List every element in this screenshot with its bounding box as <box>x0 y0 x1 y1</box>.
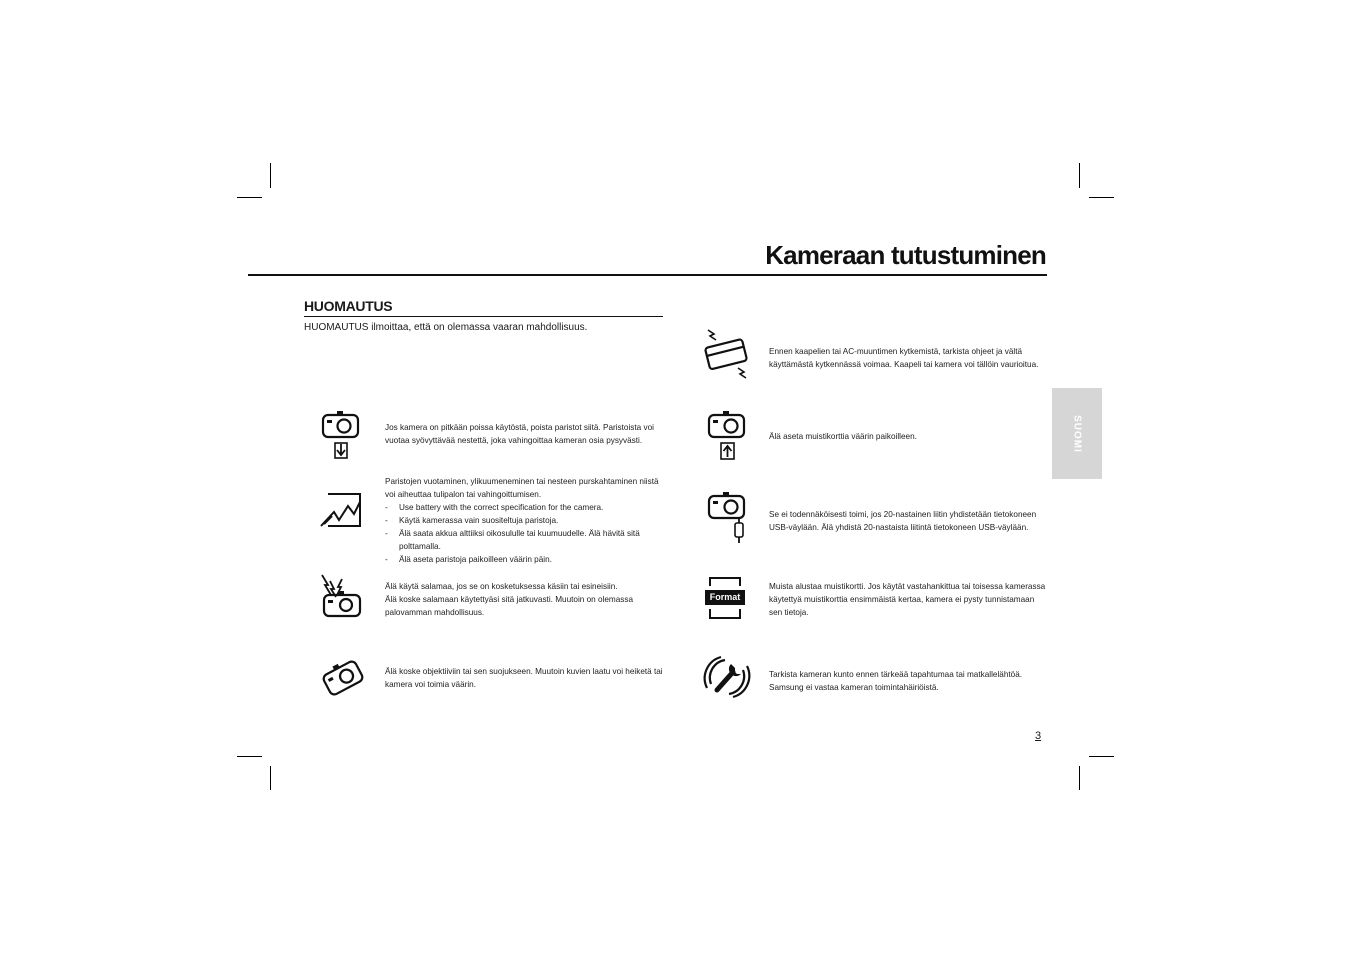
language-tab-label: SUOMI <box>1071 414 1083 453</box>
camera-battery-remove-icon <box>320 410 362 462</box>
note-heading: HUOMAUTUS <box>304 298 393 314</box>
format-card-icon <box>705 577 745 619</box>
page-number: 3 <box>1035 730 1042 742</box>
crop-mark <box>270 766 271 790</box>
list-item: - Use battery with the correct specification for the camera. <box>385 501 665 514</box>
wrench-maintenance-icon <box>703 654 751 700</box>
page-title: Kameraan tutustuminen <box>765 240 1046 270</box>
format-note <box>769 580 1049 619</box>
crop-mark <box>237 756 262 757</box>
format-card-label: Format <box>705 590 745 605</box>
camera-card-insert-icon <box>706 410 748 462</box>
note-line: USB-väylään. Älä yhdistä 20-nastaista liitintä tietokoneen USB-väylään. <box>769 523 1029 532</box>
note-line: käytettyä muistikorttia ensimmäistä kertaa, kamera ei pysty tunnistamaan <box>769 595 1035 604</box>
note-line: Jos kamera on pitkään poissa käytöstä, poista paristot siitä. Paristoista voi <box>385 423 654 432</box>
list-item: - Käytä kamerassa vain suositeltuja paristoja. <box>385 514 665 527</box>
crop-mark <box>1079 766 1080 790</box>
note-intro: HUOMAUTUS ilmoittaa, että on olemassa vaaran mahdollisuus. <box>304 322 588 333</box>
battery-bullet-list <box>385 501 665 566</box>
note-line: palovamman mahdollisuus. <box>385 608 485 617</box>
camera-usb-icon <box>706 491 748 547</box>
note-line: käyttämästä kytkennässä voimaa. Kaapeli tai kamera voi tällöin vaurioitua. <box>769 360 1039 369</box>
battery-damage-icon <box>318 490 364 530</box>
cable-note <box>769 345 1049 371</box>
note-line: Paristojen vuotaminen, ylikuumeneminen tai nesteen purskahtaminen niistä <box>385 477 659 486</box>
note-rule <box>304 316 663 317</box>
usb-note <box>769 508 1049 534</box>
crop-mark <box>237 197 262 198</box>
format-card-bottom <box>709 609 741 619</box>
note-line: vuotaa syövyttävää nestettä, joka vahingoittaa kameran osia pysyvästi. <box>385 436 643 445</box>
card-electric-icon <box>702 328 752 380</box>
crop-mark <box>270 163 271 188</box>
crop-mark <box>1079 163 1080 188</box>
note-line: voi aiheuttaa tulipalon tai vahingoittumisen. <box>385 490 542 499</box>
list-item: - Älä saata akkua alttiiksi oikosululle tai kuumuudelle. Älä hävitä sitä polttamalla. <box>385 527 665 553</box>
crop-mark <box>1089 756 1114 757</box>
note-line: Älä koske objektiiviin tai sen suojukseen. Muutoin kuvien laatu voi heiketä tai <box>385 667 663 676</box>
note-line: Ennen kaapelien tai AC-muuntimen kytkemistä, tarkista ohjeet ja vältä <box>769 347 1023 356</box>
format-card-top <box>709 577 741 586</box>
note-line: Se ei todennäköisesti toimi, jos 20-nastainen liitin yhdistetään tietokoneen <box>769 510 1037 519</box>
note-line: Samsung ei vastaa kameran toimintahäiriöistä. <box>769 683 939 692</box>
note-line: Tarkista kameran kunto ennen tärkeää tapahtumaa tai matkallelähtöä. <box>769 670 1023 679</box>
language-tab <box>1052 388 1102 479</box>
tilted-camera-icon <box>320 658 366 698</box>
note-line: Älä aseta muistikorttia väärin paikoilleen. <box>769 432 917 441</box>
note-line: kamera voi toimia väärin. <box>385 680 477 689</box>
list-item: - Älä aseta paristoja paikoilleen väärin päin. <box>385 553 665 566</box>
crop-mark <box>1089 197 1114 198</box>
note-line: Älä käytä salamaa, jos se on kosketuksessa käsiin tai esineisiin. <box>385 582 618 591</box>
note-line: Muista alustaa muistikortti. Jos käytät vastahankittua tai toisessa kamerassa <box>769 582 1046 591</box>
note-line: Älä koske salamaan käytettyäsi sitä jatkuvasti. Muutoin on olemassa <box>385 595 634 604</box>
battery-storage-note <box>385 421 665 447</box>
title-rule <box>248 274 1047 276</box>
battery-leak-note <box>385 475 665 566</box>
note-line: sen tietoja. <box>769 608 809 617</box>
lens-note <box>385 665 665 691</box>
flash-note <box>385 580 665 619</box>
maintenance-note <box>769 668 1049 694</box>
flash-camera-icon <box>318 573 364 619</box>
memory-card-note <box>769 430 1049 443</box>
